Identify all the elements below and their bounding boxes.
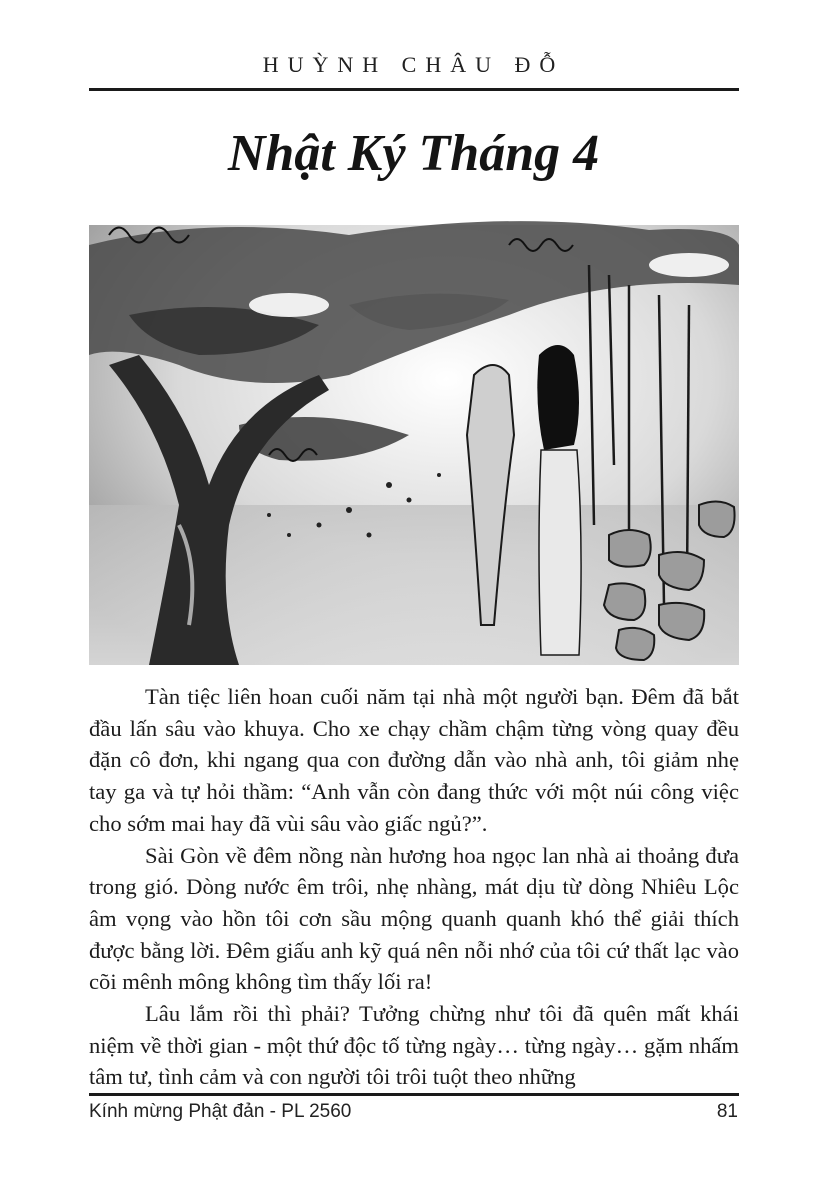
article-title: Nhật Ký Tháng 4 [227, 125, 600, 182]
footer-rule [89, 1093, 739, 1096]
running-header-author: HUỲNH CHÂU ĐỖ [262, 52, 565, 77]
page-number: 81 [716, 1101, 738, 1122]
footer-publication: Kính mừng Phật đản - PL 2560 [89, 1101, 352, 1122]
article-body [89, 681, 739, 1093]
paragraph: Tàn tiệc liên hoan cuối năm tại nhà một người bạn. Đêm đã bắt đầu lấn sâu vào khuya. Cho xe chạy chầm chậm từng vòng quay đều đặn cô đơn, khi ngang qua con đường dẫn vào nhà anh, tôi giảm nhẹ tay ga và tự hỏi thầm: “Anh vẫn còn đang thức với một núi công việc cho sớm mai hay đã vùi sâu vào giấc ngủ?”. [89, 684, 739, 836]
ink-illustration [89, 205, 739, 665]
paragraph: Sài Gòn về đêm nồng nàn hương hoa ngọc lan nhà ai thoảng đưa trong gió. Dòng nước êm trôi, nhẹ nhàng, mát dịu từ dòng Nhiêu Lộc âm vọng vào hồn tôi cơn sầu mộng quanh quanh khó thể giải thích được bằng lời. Đêm giấu anh kỹ quá nên nỗi nhớ của tôi cứ thất lạc vào cõi mênh mông không tìm thấy lối ra! [89, 842, 739, 995]
paragraph: Lâu lắm rồi thì phải? Tưởng chừng như tôi đã quên mất khái niệm về thời gian - một thứ độc tố từng ngày… từng ngày… gặm nhấm tâm tư, tình cảm và con người tôi trôi tuột theo những [89, 1001, 739, 1090]
header-rule [89, 88, 739, 91]
